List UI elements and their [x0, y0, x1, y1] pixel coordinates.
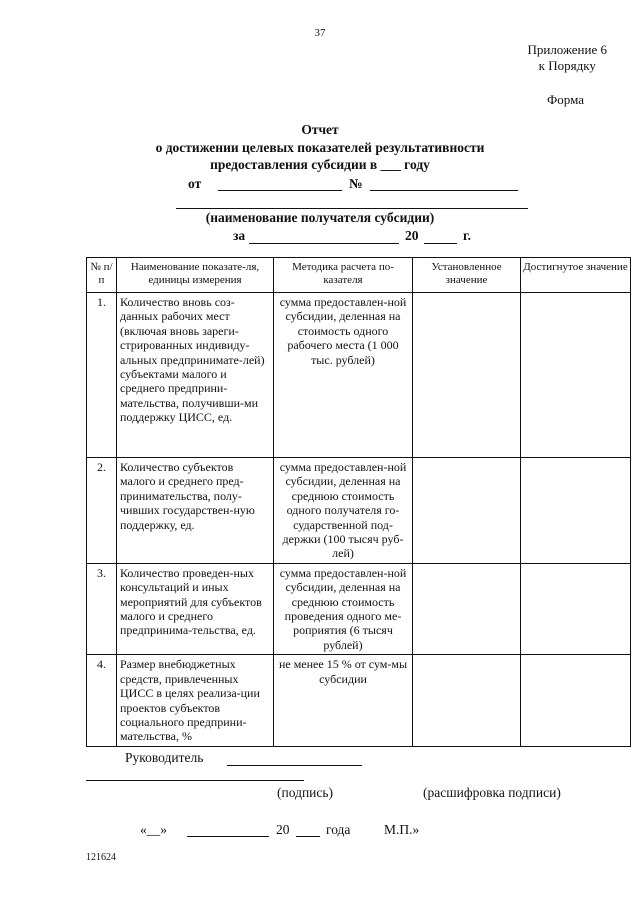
- date-year: 20: [276, 822, 290, 837]
- table-row: [87, 563, 631, 654]
- row-num: 3.: [87, 563, 117, 654]
- row-indicator-name: Количество субъектов малого и среднего пред-принимательства, полу-чивших государствен-ную поддержку, ед.: [117, 458, 274, 564]
- row-indicator-name: Количество проведен-ных консультаций и иных мероприятий для субъектов малого и среднего предпринима-тельства, ед.: [117, 563, 274, 654]
- recipient-caption: (наименование получателя субсидии): [205, 210, 435, 225]
- date-day: «__»: [140, 822, 167, 837]
- row-num: 1.: [87, 293, 117, 458]
- row-achieved-value: [521, 563, 631, 654]
- period-prefix: за: [233, 228, 246, 243]
- header-method: Методика расчета по-казателя: [274, 258, 413, 293]
- row-num: 2.: [87, 458, 117, 564]
- row-achieved-value: [521, 655, 631, 746]
- row-num: 4.: [87, 655, 117, 746]
- row-achieved-value: [521, 293, 631, 458]
- period-blank-line: [249, 243, 399, 244]
- header-planned: Установленное значение: [413, 258, 521, 293]
- row-planned-value: [413, 293, 521, 458]
- row-method: сумма предоставлен-ной субсидии, деленная на среднюю стоимость одного получателя го-сударственной под-держки (100 тысяч руб-лей): [274, 458, 413, 564]
- stamp-label: М.П.»: [384, 822, 420, 837]
- appendix-line-1: Приложение 6: [527, 42, 607, 57]
- title-line-1: Отчет: [301, 122, 339, 137]
- date-blank-line: [218, 190, 342, 191]
- period-year-blank-line: [424, 243, 457, 244]
- header-num: № п/п: [87, 258, 117, 293]
- head-label: Руководитель: [125, 750, 204, 765]
- document-code: 121624: [86, 852, 116, 863]
- row-indicator-name: Размер внебюджетных средств, привлеченных ЦИСС в целях реализа-ции проектов субъектов социального предприни-мательства, %: [117, 655, 274, 746]
- appendix-line-2: к Порядку: [538, 58, 596, 73]
- table-header-row: [87, 258, 631, 293]
- date-suffix: года: [326, 822, 351, 837]
- row-method: сумма предоставлен-ной субсидии, деленная на стоимость одного рабочего места (1 000 тыс. рублей): [274, 293, 413, 458]
- row-planned-value: [413, 458, 521, 564]
- row-achieved-value: [521, 458, 631, 564]
- number-prefix: №: [349, 176, 363, 191]
- title-line-2: о достижении целевых показателей результативности: [155, 139, 485, 155]
- row-planned-value: [413, 655, 521, 746]
- date-prefix: от: [188, 176, 202, 191]
- table-row: [87, 293, 631, 458]
- row-method: сумма предоставлен-ной субсидии, деленная на среднюю стоимость проведения одного ме-роприятия (6 тысяч рублей): [274, 563, 413, 654]
- number-blank-line: [370, 190, 518, 191]
- header-achieved: Достигнутое значение: [521, 258, 631, 293]
- header-name: Наименование показате-ля, единицы измерения: [117, 258, 274, 293]
- row-method: не менее 15 % от сум-мы субсидии: [274, 655, 413, 746]
- table-row: [87, 655, 631, 746]
- period-year: 20: [405, 228, 419, 243]
- appendix-reference: [527, 42, 607, 74]
- date-month-line: [187, 836, 269, 837]
- date-year-line: [296, 836, 320, 837]
- period-suffix: г.: [463, 228, 471, 243]
- decode-caption: (расшифровка подписи): [423, 785, 561, 800]
- signature-blank-line: [86, 780, 304, 781]
- signature-caption: (подпись): [277, 785, 334, 800]
- row-planned-value: [413, 563, 521, 654]
- row-indicator-name: Количество вновь соз-данных рабочих мест (включая вновь зареги-стрированных индивиду-альных предпринимате-лей) субъектами малого и среднего предприни-мательства, получивши-ми поддержку ЦИСС, ед.: [117, 293, 274, 458]
- title-line-3: предоставления субсидии в ___ году: [210, 157, 430, 172]
- form-label: Форма: [547, 92, 584, 107]
- table-row: [87, 458, 631, 564]
- head-signature-line: [227, 765, 362, 766]
- indicators-table: [86, 257, 631, 747]
- recipient-blank-line: [176, 208, 528, 209]
- report-title: [0, 121, 640, 174]
- page-number: 37: [314, 27, 326, 39]
